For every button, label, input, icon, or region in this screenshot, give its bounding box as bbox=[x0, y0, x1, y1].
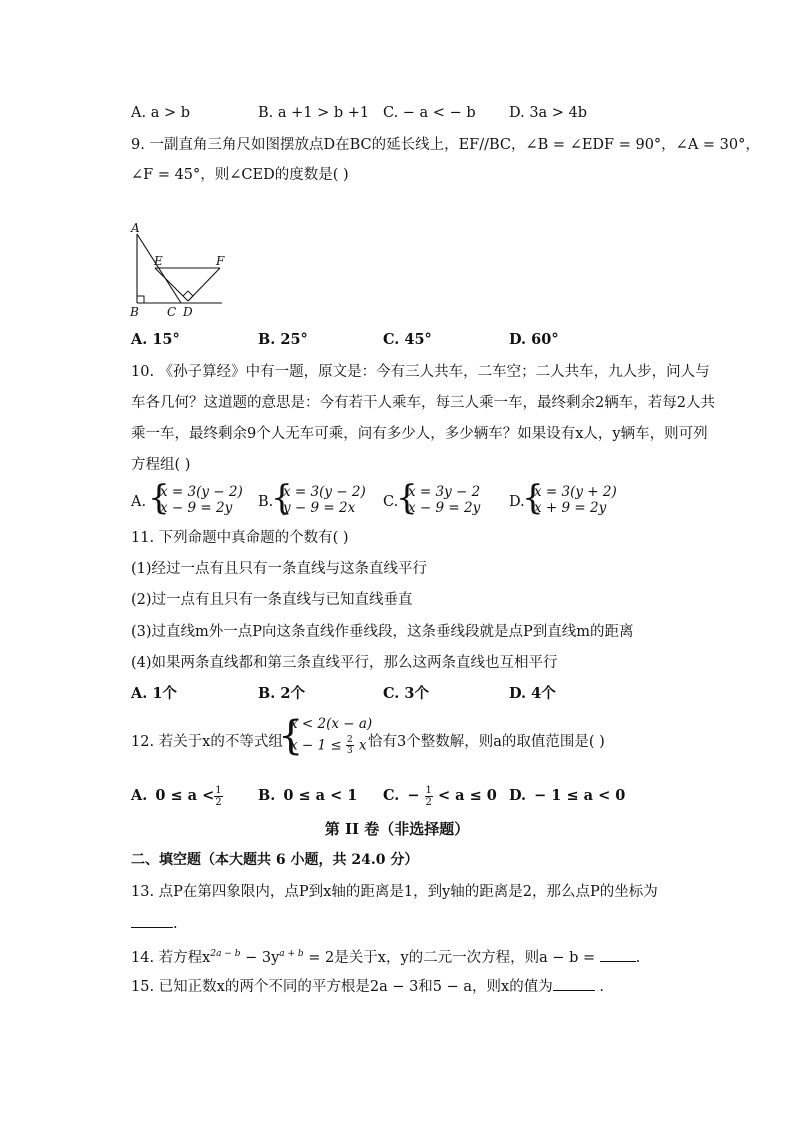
q10-option-c-eq1: x = 3y − 2 bbox=[408, 484, 481, 500]
q9-question-line2: ∠F = 45°，则∠CED的度数是( ) bbox=[131, 167, 349, 183]
q10-question-line1: 10. 《孙子算经》中有一题，原文是：今有三人共车，二车空；二人共车，九人步，问人与 bbox=[131, 364, 710, 380]
brace-symbol: { bbox=[522, 478, 544, 518]
q13-answer-line bbox=[131, 913, 178, 934]
q12-option-d-label: D. bbox=[509, 787, 527, 804]
fraction-numerator: 2 bbox=[347, 735, 353, 745]
fraction-denominator: 2 bbox=[215, 796, 222, 808]
q12-eq2-text: x − 1 ≤ bbox=[290, 737, 346, 754]
q11-option-b[interactable]: B. 2个 bbox=[258, 685, 305, 702]
q10-question-line3: 乘一车，最终剩余9个人无车可乘，问有多少人，多少辆车？如果设有x人，y辆车，则可列 bbox=[131, 426, 708, 442]
section-heading: 二、填空题（本大题共 6 小题，共 24.0 分） bbox=[131, 852, 419, 868]
q10-option-a-eq2: x − 9 = 2y bbox=[160, 500, 233, 516]
q9-option-a[interactable]: A. 15° bbox=[131, 331, 180, 348]
q12-question-suffix: 恰有3个整数解，则a的取值范围是( ) bbox=[368, 734, 605, 750]
q12-question-prefix: 12. 若关于x的不等式组 bbox=[131, 734, 283, 750]
q10-option-a-label: A. bbox=[131, 494, 147, 510]
fig-label-e: E bbox=[154, 254, 163, 268]
q12-option-b[interactable] bbox=[258, 782, 357, 810]
q10-option-b-eq1: x = 3(y − 2) bbox=[283, 484, 366, 500]
q10-option-d-eq1: x = 3(y + 2) bbox=[534, 484, 617, 500]
q10-option-b-label: B. bbox=[258, 494, 274, 510]
q9-figure bbox=[126, 220, 236, 320]
q15-question bbox=[131, 976, 604, 997]
q12-system-eq2 bbox=[290, 735, 366, 759]
fraction-denominator: 3 bbox=[347, 746, 353, 756]
q12-eq2-var: x bbox=[358, 737, 367, 754]
q15-text: 15. 已知正数x的两个不同的平方根是2a − 3和5 − a，则x的值为 bbox=[131, 979, 553, 995]
q12-option-a-label: A. bbox=[131, 787, 148, 804]
q11-question: 11. 下列命题中真命题的个数有( ) bbox=[131, 530, 349, 546]
q9-option-b[interactable]: B. 25° bbox=[258, 331, 308, 348]
q14-question bbox=[131, 944, 640, 968]
q12-option-a[interactable] bbox=[131, 782, 223, 810]
q11-option-d[interactable]: D. 4个 bbox=[509, 685, 556, 702]
q11-item-2: (2)过一点有且只有一条直线与已知直线垂直 bbox=[131, 592, 413, 608]
q10-option-c-eq2: x − 9 = 2y bbox=[408, 500, 481, 516]
q12-option-c-label: C. bbox=[383, 787, 400, 804]
q10-option-b-eq2: y − 9 = 2x bbox=[283, 500, 356, 516]
q8-option-c[interactable]: C. − a < − b bbox=[383, 105, 476, 121]
q13-answer-blank[interactable] bbox=[131, 913, 173, 928]
q11-option-a[interactable]: A. 1个 bbox=[131, 685, 177, 702]
q10-option-d-eq2: x + 9 = 2y bbox=[534, 500, 607, 516]
q12-option-b-label: B. bbox=[258, 787, 276, 804]
fig-label-b: B bbox=[130, 305, 139, 319]
q14-tail: . bbox=[635, 949, 641, 966]
q12-option-b-text: 0 ≤ a < 1 bbox=[283, 787, 358, 804]
q12-option-c-text-post: < a ≤ 0 bbox=[432, 787, 497, 804]
fig-label-f: F bbox=[216, 254, 225, 268]
q10-option-a[interactable] bbox=[131, 478, 251, 518]
q10-option-c[interactable] bbox=[383, 478, 503, 518]
fraction bbox=[425, 785, 433, 808]
q10-option-d[interactable] bbox=[509, 478, 629, 518]
section-title: 第 II 卷（非选择题） bbox=[324, 820, 470, 838]
q12-option-d-text: − 1 ≤ a < 0 bbox=[534, 787, 626, 804]
q14-exponent-2: a + b bbox=[279, 949, 304, 959]
fraction bbox=[214, 785, 222, 808]
brace-symbol: { bbox=[278, 713, 304, 759]
fraction-numerator: 1 bbox=[425, 784, 432, 796]
q12-option-c-text-pre: − bbox=[407, 787, 425, 804]
q10-question-line2: 车各几何？这道题的意思是：今有若干人乘车，每三人乘一车，最终剩余2辆车，若每2人共 bbox=[131, 395, 715, 411]
fig-label-d: D bbox=[183, 305, 193, 319]
q14-text-post: = 2是关于x，y的二元一次方程，则a − b = bbox=[303, 949, 600, 966]
q11-option-c[interactable]: C. 3个 bbox=[383, 685, 429, 702]
brace-symbol: { bbox=[271, 478, 293, 518]
q10-option-c-label: C. bbox=[383, 494, 399, 510]
q8-option-d[interactable]: D. 3a > 4b bbox=[509, 105, 588, 121]
fig-label-a: A bbox=[131, 221, 140, 235]
q9-question-line1: 9. 一副直角三角尺如图摆放点D在BC的延长线上，EF//BC，∠B = ∠EDF = 90°，∠A = 30°， bbox=[131, 137, 760, 153]
q12-option-a-text: 0 ≤ a < bbox=[155, 787, 215, 804]
brace-symbol: { bbox=[396, 478, 418, 518]
fig-label-c: C bbox=[167, 305, 177, 319]
q12-option-c[interactable] bbox=[383, 782, 497, 810]
fraction-numerator: 1 bbox=[215, 784, 222, 796]
q15-tail: . bbox=[594, 979, 604, 995]
q11-item-1: (1)经过一点有且只有一条直线与这条直线平行 bbox=[131, 561, 428, 577]
brace-symbol: { bbox=[148, 478, 170, 518]
q14-text-mid: − 3y bbox=[240, 949, 280, 966]
q11-item-4: (4)如果两条直线都和第三条直线平行，那么这两条直线也互相平行 bbox=[131, 655, 558, 671]
q12-system-eq1: x < 2(x − a) bbox=[290, 716, 373, 732]
q10-option-a-eq1: x = 3(y − 2) bbox=[160, 484, 243, 500]
fraction-denominator: 2 bbox=[425, 796, 432, 808]
q8-option-a[interactable]: A. a > b bbox=[131, 105, 190, 121]
q14-text-pre: 14. 若方程x bbox=[131, 949, 211, 966]
q15-answer-blank[interactable] bbox=[553, 976, 595, 991]
q9-option-c[interactable]: C. 45° bbox=[383, 331, 432, 348]
q14-answer-blank[interactable] bbox=[600, 947, 636, 962]
q11-item-3: (3)过直线m外一点P向这条直线作垂线段，这条垂线段就是点P到直线m的距离 bbox=[131, 624, 634, 640]
q8-option-b[interactable]: B. a +1 > b +1 bbox=[258, 105, 370, 121]
q12-option-d[interactable] bbox=[509, 782, 625, 810]
fraction bbox=[346, 735, 354, 756]
q9-option-d[interactable]: D. 60° bbox=[509, 331, 559, 348]
q14-exponent-1: 2a − b bbox=[210, 949, 241, 959]
q10-option-b[interactable] bbox=[258, 478, 378, 518]
q13-question: 13. 点P在第四象限内，点P到x轴的距离是1，到y轴的距离是2，那么点P的坐标为 bbox=[131, 884, 658, 900]
q10-question-line4: 方程组( ) bbox=[131, 457, 191, 473]
q10-option-d-label: D. bbox=[509, 494, 525, 510]
q13-tail: . bbox=[173, 916, 178, 932]
